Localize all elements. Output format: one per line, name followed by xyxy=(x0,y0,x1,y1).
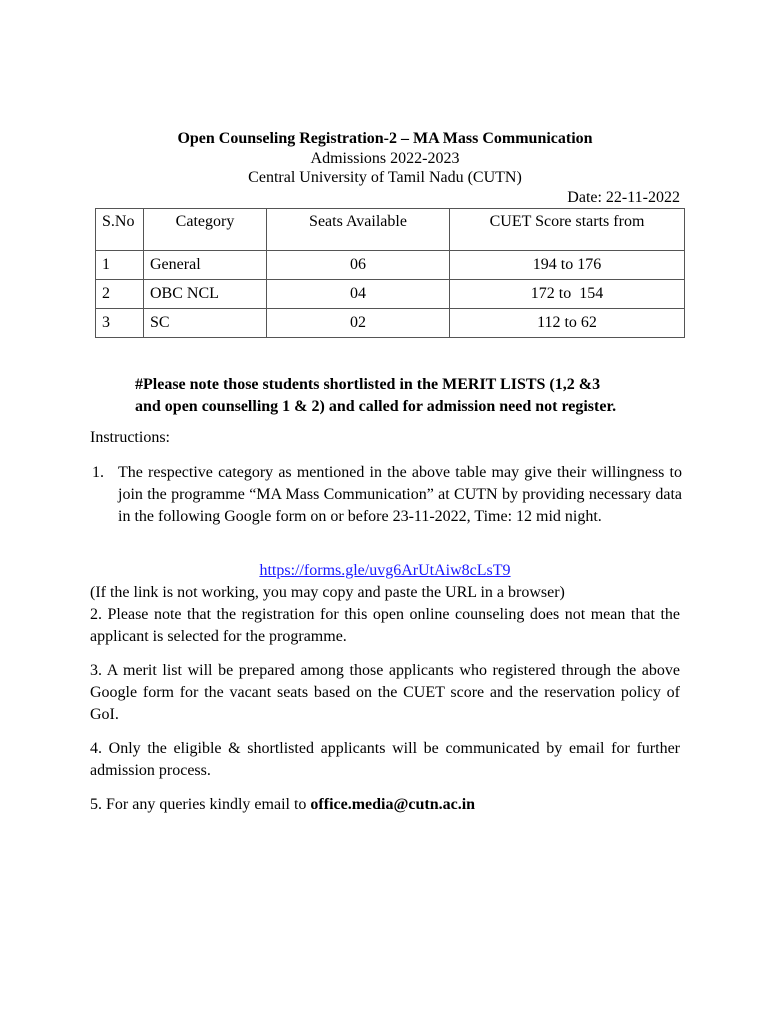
table-row xyxy=(96,280,685,309)
cell-score: 172 to 154 xyxy=(450,280,685,309)
cell-category: OBC NCL xyxy=(144,280,267,309)
note-line-1: #Please note those students shortlisted in the MERIT LISTS (1,2 &3 xyxy=(135,376,601,393)
cell-sno: 3 xyxy=(96,309,144,338)
cell-seats: 04 xyxy=(267,280,450,309)
cell-category: SC xyxy=(144,309,267,338)
google-form-link[interactable]: https://forms.gle/uvg6ArUtAiw8cLsT9 xyxy=(259,562,511,579)
cell-seats: 02 xyxy=(267,309,450,338)
instruction-item-3: 3. A merit list will be prepared among those applicants who registered through the above Google form for the vacant seats based on the CUET score and the reservation policy of GoI. xyxy=(90,662,680,723)
cell-sno: 1 xyxy=(96,251,144,280)
document-title: Open Counseling Registration-2 – MA Mass Communication xyxy=(177,130,593,147)
merit-list-note xyxy=(135,374,695,418)
document-subtitle: Admissions 2022-2023 xyxy=(310,150,460,167)
instruction-item-1 xyxy=(92,462,682,528)
item-5-text: 5. For any queries kindly email to xyxy=(90,796,311,813)
cell-category: General xyxy=(144,251,267,280)
university-name: Central University of Tamil Nadu (CUTN) xyxy=(248,169,522,186)
cell-score: 112 to 62 xyxy=(450,309,685,338)
instruction-item-4: 4. Only the eligible & shortlisted applicants will be communicated by email for further admission process. xyxy=(90,740,680,779)
cell-sno: 2 xyxy=(96,280,144,309)
table-row xyxy=(96,309,685,338)
note-line-2: and open counselling 1 & 2) and called for admission need not register. xyxy=(135,398,617,415)
link-note: (If the link is not working, you may copy and paste the URL in a browser) xyxy=(90,584,565,601)
instruction-item-5 xyxy=(90,794,680,816)
item-text: The respective category as mentioned in the above table may give their willingness to join the programme “MA Mass Communication” at CUTN by providing necessary data in the following Google form on or before 23-11-2022, Time: 12 mid night. xyxy=(118,464,682,525)
cell-score: 194 to 176 xyxy=(450,251,685,280)
item-number: 1. xyxy=(92,464,104,481)
table-row xyxy=(96,251,685,280)
seat-matrix-table xyxy=(95,208,685,338)
header-category: Category xyxy=(144,209,267,251)
table-header-row xyxy=(96,209,685,251)
document-date: Date: 22-11-2022 xyxy=(567,189,680,206)
contact-email[interactable]: office.media@cutn.ac.in xyxy=(310,796,476,813)
instruction-item-2: 2. Please note that the registration for this open online counseling does not mean that the applicant is selected for the programme. xyxy=(90,606,680,645)
cell-seats: 06 xyxy=(267,251,450,280)
header-cuet-score: CUET Score starts from xyxy=(450,209,685,251)
instructions-heading: Instructions: xyxy=(90,429,170,446)
header-sno: S.No xyxy=(96,209,144,251)
header-seats-available: Seats Available xyxy=(267,209,450,251)
